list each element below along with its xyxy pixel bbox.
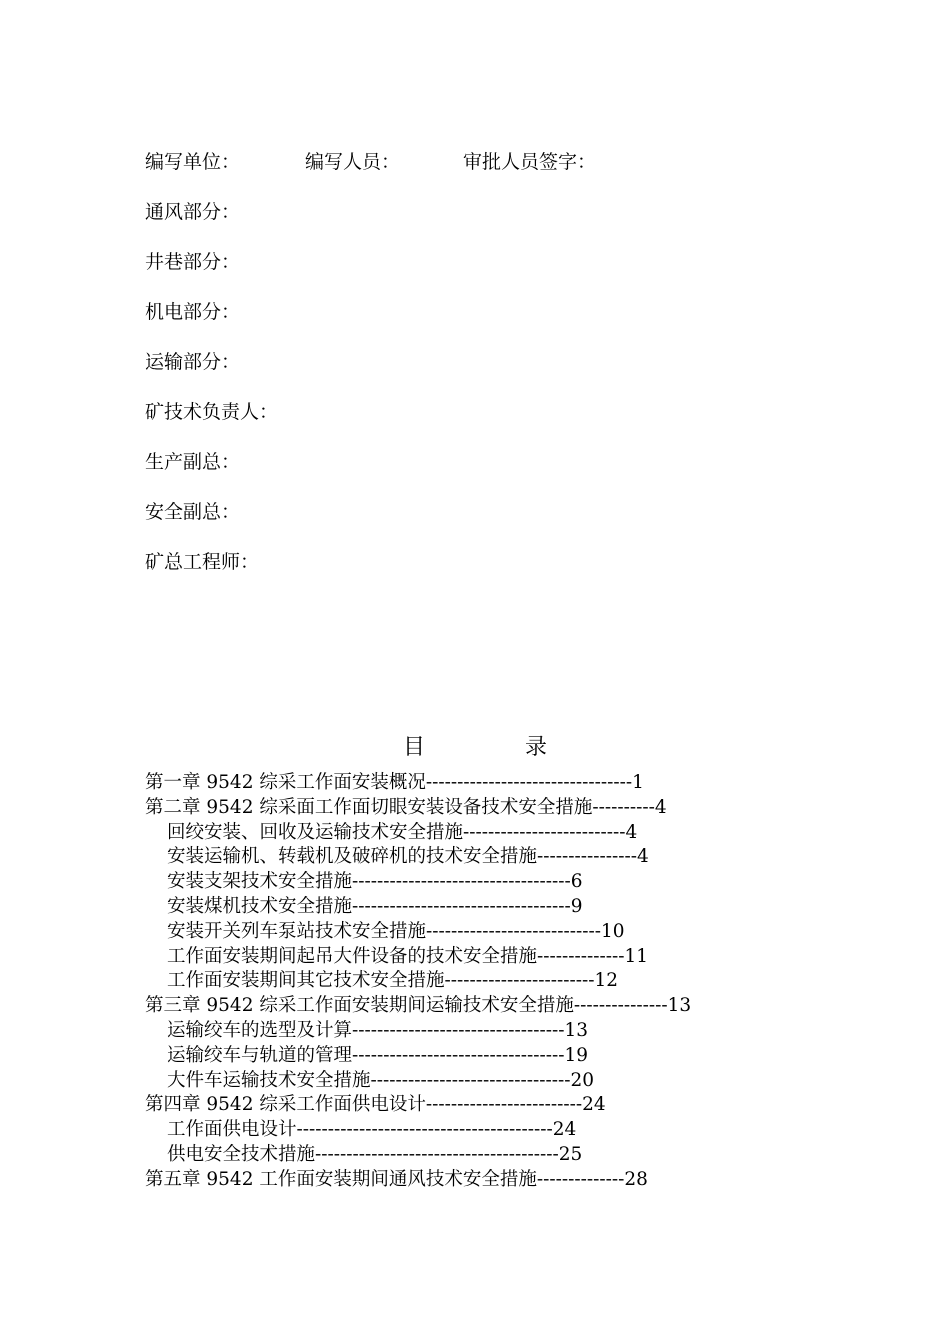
toc-title [0,730,950,761]
toc-title-left: 目 [402,735,425,760]
toc-section-entry: 运输绞车与轨道的管理----------------------------------19 [167,1044,589,1066]
toc-chapter-entry: 第一章 9542 综采工作面安装概况---------------------------------1 [145,772,644,793]
signature-item: 生产副总： [145,451,241,473]
toc-section-entry: 安装运输机、转载机及破碎机的技术安全措施----------------4 [167,846,649,868]
toc-section-entry: 安装开关列车泵站技术安全措施----------------------------10 [167,920,625,942]
toc-chapter-entry: 第四章 9542 综采工作面供电设计-------------------------24 [145,1094,606,1116]
signature-item: 矿技术负责人： [145,401,279,423]
toc-chapter-entry: 第五章 9542 工作面安装期间通风技术安全措施--------------28 [145,1168,648,1190]
signature-item: 机电部分： [145,301,241,323]
toc-section-entry: 安装煤机技术安全措施-----------------------------------9 [167,895,583,917]
signature-header-approver: 审批人员签字： [463,151,597,173]
toc-section-entry: 大件车运输技术安全措施--------------------------------20 [167,1069,595,1091]
signature-list [145,197,278,597]
toc-section-entry: 运输绞车的选型及计算----------------------------------13 [167,1019,589,1041]
toc-section-entry: 工作面安装期间起吊大件设备的技术安全措施--------------11 [167,945,649,967]
toc-chapter-entry: 第三章 9542 综采工作面安装期间运输技术安全措施---------------13 [145,995,692,1017]
signature-item: 井巷部分： [145,251,241,273]
signature-item: 矿总工程师： [145,551,260,573]
signature-header [145,147,596,174]
toc-list [145,771,691,1193]
signature-header-writer: 编写人员： [305,151,401,173]
toc-section-entry: 工作面安装期间其它技术安全措施------------------------12 [167,970,619,992]
toc-section-entry: 供电安全技术措施---------------------------------------25 [167,1143,583,1165]
signature-item: 安全副总： [145,501,241,523]
toc-title-right: 录 [525,735,548,760]
toc-section-entry: 回绞安装、回收及运输技术安全措施--------------------------4 [167,821,638,843]
signature-item: 运输部分： [145,351,241,373]
signature-item: 通风部分： [145,201,241,223]
toc-section-entry: 工作面供电设计-----------------------------------------24 [167,1119,577,1141]
signature-header-unit: 编写单位： [145,151,241,173]
toc-chapter-entry: 第二章 9542 综采面工作面切眼安装设备技术安全措施----------4 [145,796,667,818]
toc-section-entry: 安装支架技术安全措施-----------------------------------6 [167,871,583,893]
